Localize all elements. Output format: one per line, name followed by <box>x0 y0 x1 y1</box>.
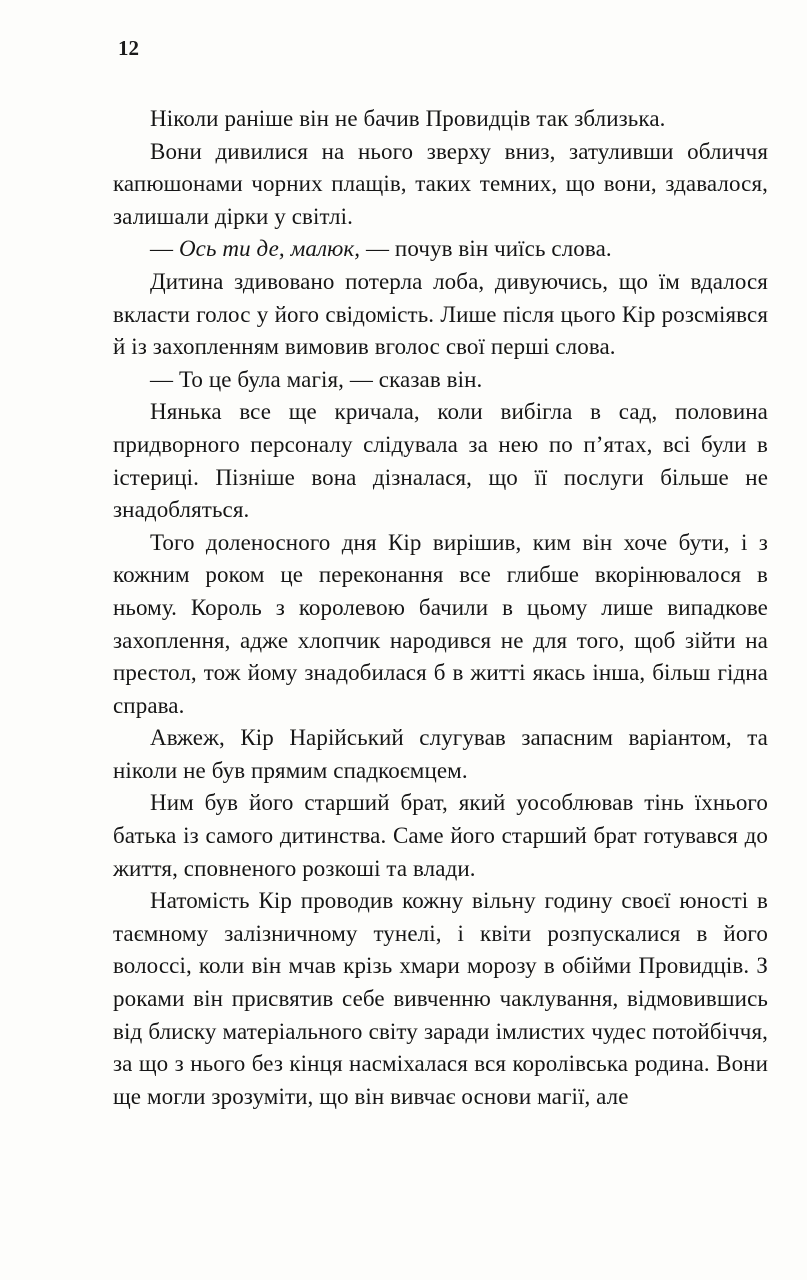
paragraph <box>113 722 768 787</box>
paragraph <box>113 527 768 723</box>
body-text <box>113 103 768 1113</box>
paragraph <box>113 233 768 266</box>
text-segment: Ним був його старший брат, який уособлював тінь їхнього батька із самого дитинства. Саме його старший брат готувався до життя, сповненого розкоші та влади. <box>113 790 768 881</box>
text-segment: Авжеж, Кір Нарійський слугував запасним варіантом, та ніколи не був прямим спадкоємцем. <box>113 725 768 783</box>
text-segment: — <box>150 236 179 262</box>
paragraph <box>113 787 768 885</box>
paragraph <box>113 396 768 526</box>
text-segment: Нянька все ще кричала, коли вибігла в сад, половина придворного персоналу слідувала за нею по п’ятах, всі були в істериці. Пізніше вона дізналася, що її послуги більше не знадобляться. <box>113 399 768 523</box>
paragraph <box>113 885 768 1113</box>
text-segment: Того доленосного дня Кір вирішив, ким він хоче бути, і з кожним роком це переконання все глибше вкорінювалося в ньому. Король з королевою бачили в цьому лише випадкове захоплення, адже хлопчик народився не для того, щоб зійти на престол, тож йому знадобилася б в житті якась інша, більш гідна справа. <box>113 529 768 718</box>
paragraph <box>113 136 768 234</box>
page-number: 12 <box>118 36 139 60</box>
text-segment: — почув він чиїсь слова. <box>360 236 612 262</box>
text-segment: Натомість Кір проводив кожну вільну годину своєї юності в таємному залізничному тунелі, і квіти розпускалися в його волоссі, коли він мчав крізь хмари морозу в обійми Провидців. З роками він присвятив себе вивченню чаклування, відмовившись від блиску матеріального світу заради імлистих чудес потойбіччя, за що з нього без кінця насміхалася вся королівська родина. Вони ще могли зрозуміти, що він вивчає основи магії, але <box>113 888 768 1109</box>
text-segment: Ніколи раніше він не бачив Провидців так зблизька. <box>150 106 666 131</box>
text-segment: Дитина здивовано потерла лоба, дивуючись, що їм вдалося вкласти голос у його свідомість. Лише після цього Кір розсміявся й із захопленням вимовив вголос свої перші слова. <box>113 268 768 360</box>
paragraph <box>113 364 768 397</box>
text-segment: Вони дивилися на нього зверху вниз, затуливши обличчя капюшонами чорних плащів, таких темних, що вони, здавалося, залишали дірки у світлі. <box>113 138 768 229</box>
paragraph <box>113 103 768 136</box>
paragraph <box>113 266 768 364</box>
dialogue-italic-text: Ось ти де, малюк, <box>178 236 361 262</box>
text-segment: — То це була магія, — сказав він. <box>150 366 483 392</box>
